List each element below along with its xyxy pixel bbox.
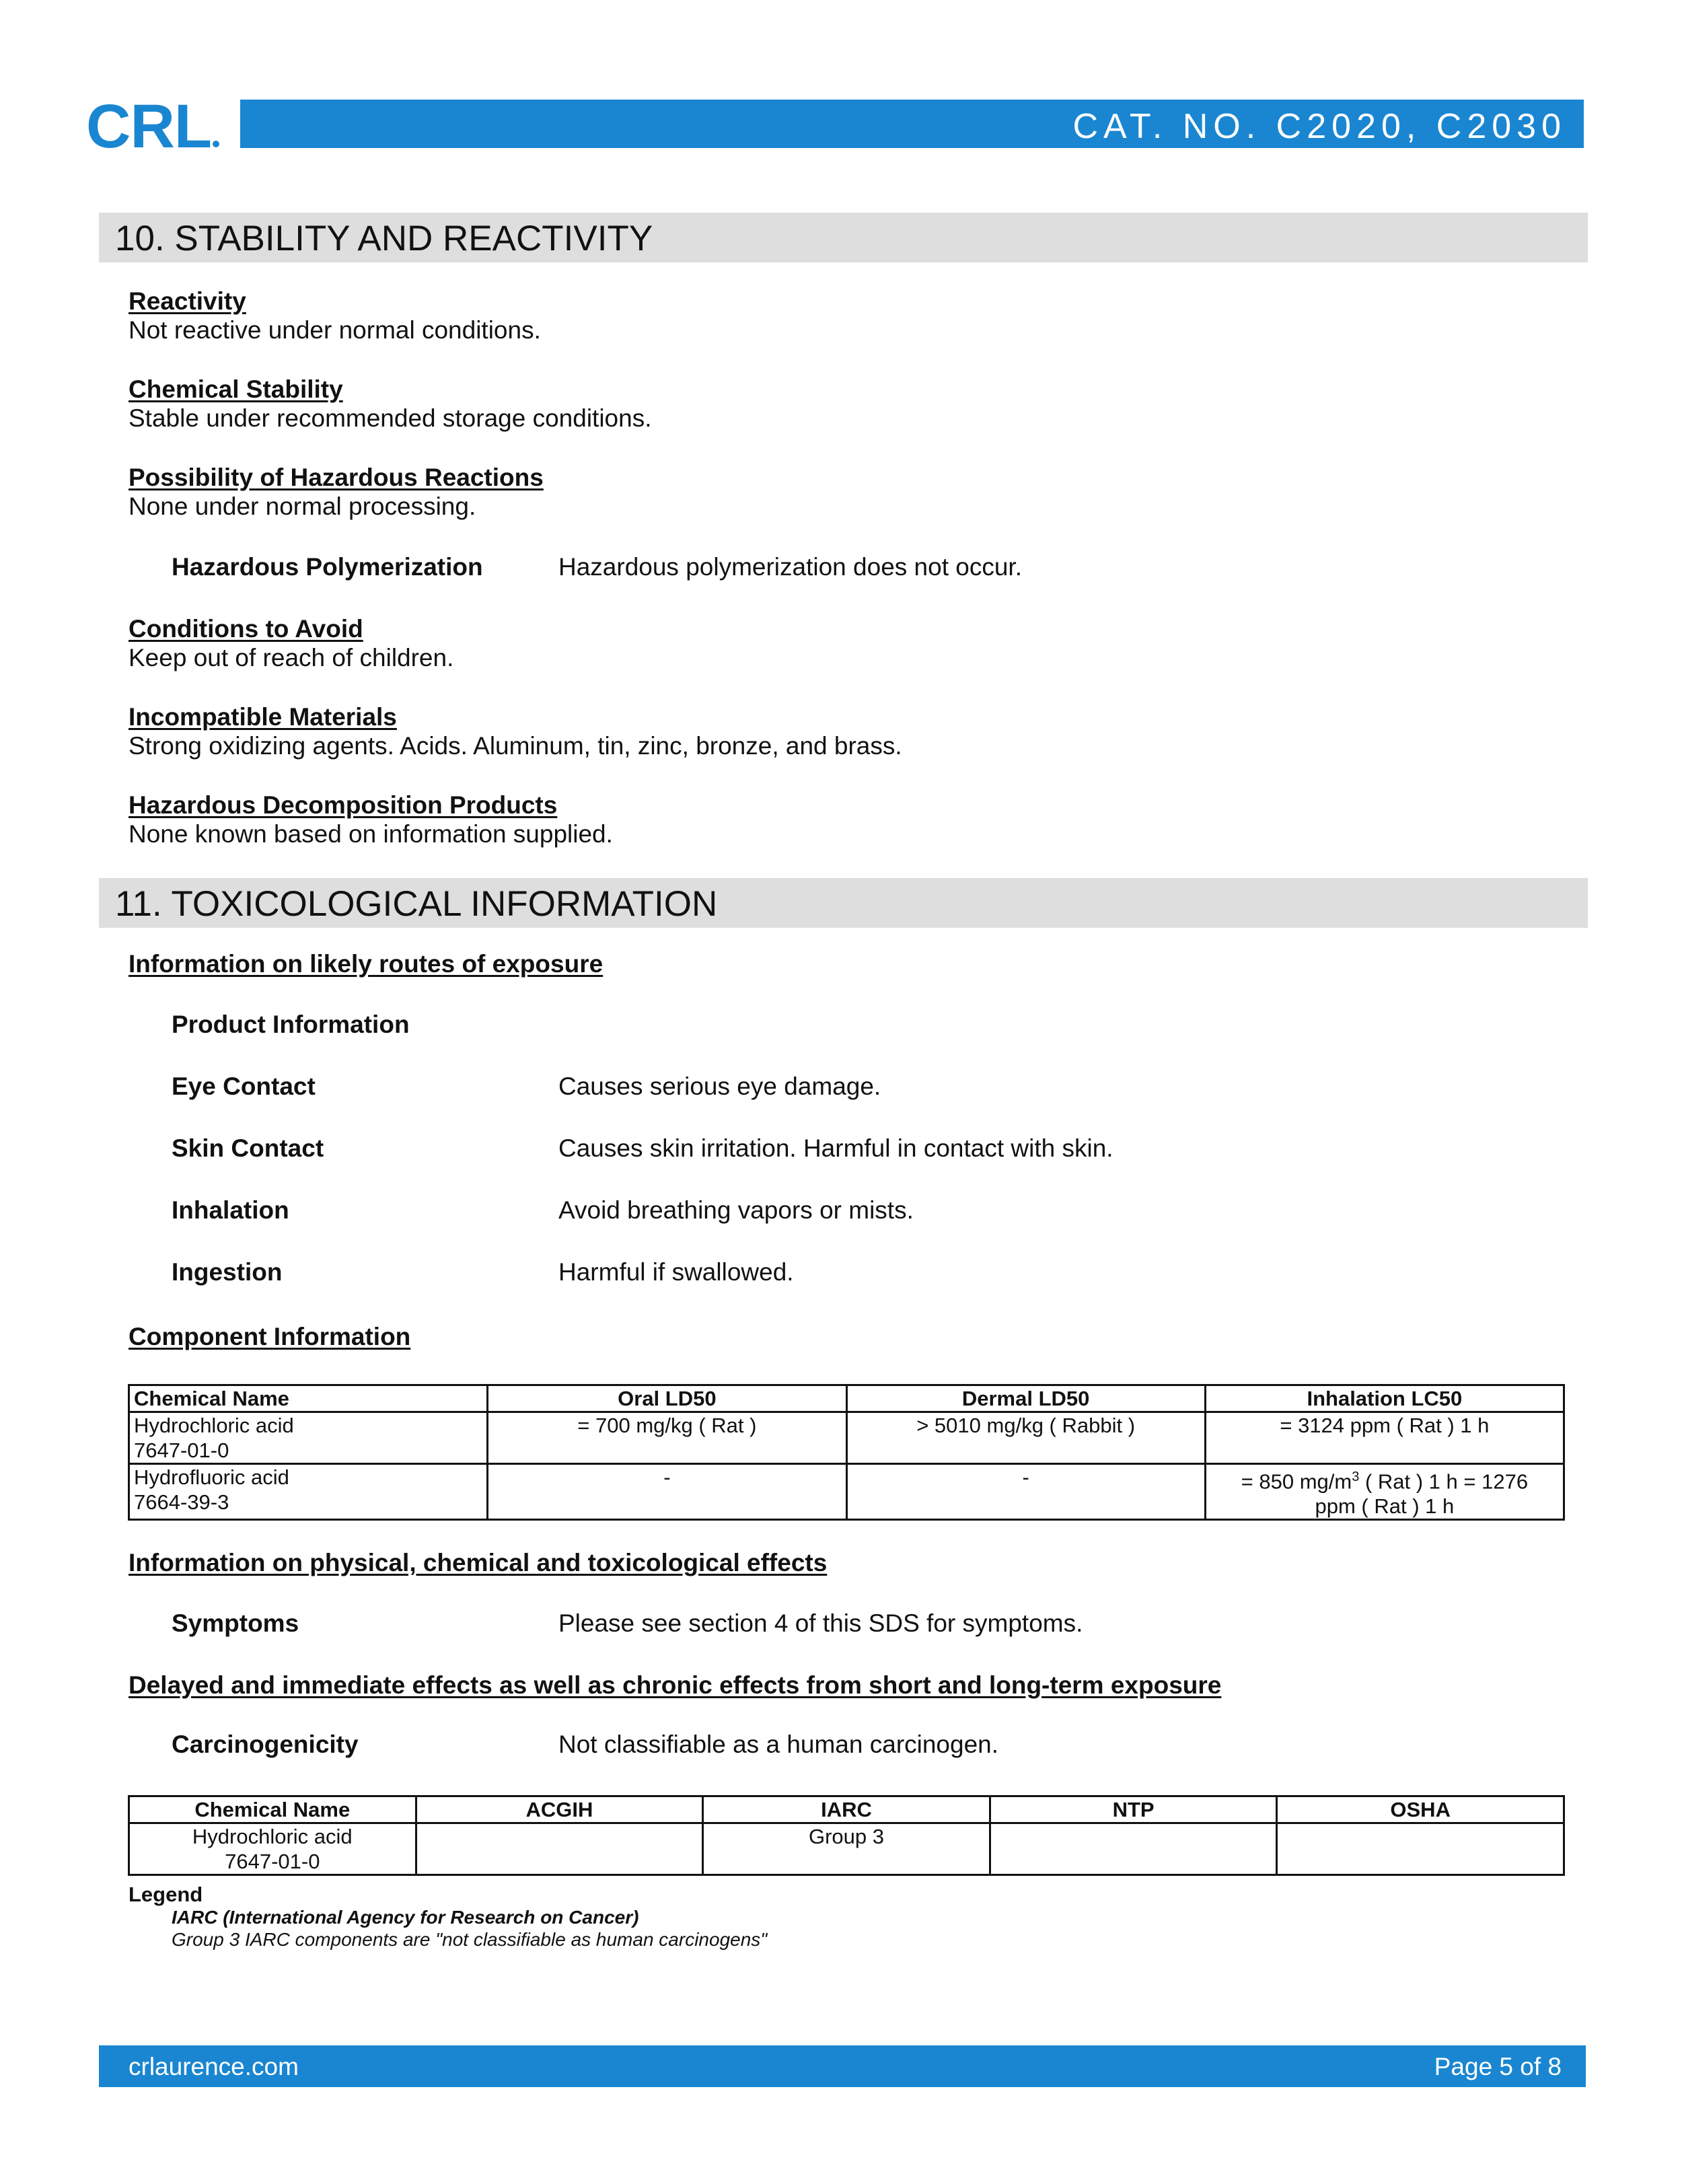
table-row	[129, 1823, 1564, 1875]
route-label: Ingestion	[172, 1258, 283, 1286]
table-header: Oral LD50	[488, 1385, 846, 1412]
dermal-ld50-cell: -	[846, 1464, 1205, 1520]
table-row	[129, 1464, 1564, 1520]
osha-cell	[1277, 1823, 1564, 1875]
section-10-title: 10. STABILITY AND REACTIVITY	[115, 219, 653, 258]
legend-title: Legend	[129, 1883, 203, 1906]
section-11-title: 11. TOXICOLOGICAL INFORMATION	[115, 884, 718, 924]
chemical-stability-text: Stable under recommended storage conditions.	[129, 404, 652, 432]
conditions-to-avoid-text: Keep out of reach of children.	[129, 644, 454, 671]
footer-bar	[99, 2045, 1586, 2087]
legend-line-1: IARC (International Agency for Research on Cancer)	[172, 1907, 639, 1928]
decomposition-products-text: None known based on information supplied.	[129, 820, 613, 848]
table-header-row	[129, 1385, 1564, 1412]
table-header: OSHA	[1277, 1796, 1564, 1823]
component-info-heading: Component Information	[129, 1323, 411, 1350]
carcinogenicity-table	[128, 1795, 1565, 1876]
routes-heading: Information on likely routes of exposure	[129, 950, 604, 978]
table-header: Inhalation LC50	[1205, 1385, 1564, 1412]
table-header-row	[129, 1796, 1564, 1823]
table-header: Chemical Name	[129, 1385, 488, 1412]
legend-line-2: Group 3 IARC components are "not classifiable as human carcinogens"	[172, 1929, 768, 1950]
symptoms-value: Please see section 4 of this SDS for symptoms.	[558, 1609, 1083, 1637]
chemical-name-cell	[129, 1823, 416, 1875]
delayed-effects-heading: Delayed and immediate effects as well as chronic effects from short and long-term exposure	[129, 1671, 1222, 1699]
table-header: Dermal LD50	[846, 1385, 1205, 1412]
reactivity-heading: Reactivity	[129, 287, 246, 315]
dermal-ld50-cell: > 5010 mg/kg ( Rabbit )	[846, 1412, 1205, 1464]
route-label: Eye Contact	[172, 1072, 316, 1100]
footer-website[interactable]: crlaurence.com	[129, 2053, 299, 2080]
chemical-name: Hydrochloric acid	[192, 1825, 353, 1848]
cas-number: 7647-01-0	[225, 1850, 320, 1873]
page-number: Page 5 of 8	[1434, 2053, 1562, 2080]
decomposition-products-heading: Hazardous Decomposition Products	[129, 791, 558, 819]
incompatible-materials-heading: Incompatible Materials	[129, 703, 397, 731]
table-header: NTP	[990, 1796, 1277, 1823]
table-row	[129, 1412, 1564, 1464]
oral-ld50-cell: = 700 mg/kg ( Rat )	[488, 1412, 846, 1464]
ntp-cell	[990, 1823, 1277, 1875]
header-bar	[240, 100, 1584, 148]
hazardous-reactions-heading: Possibility of Hazardous Reactions	[129, 464, 544, 491]
catalog-number: CAT. NO. C2020, C2030	[1072, 107, 1566, 146]
route-value: Causes skin irritation. Harmful in contact with skin.	[558, 1134, 1113, 1162]
chemical-name-cell	[129, 1464, 488, 1520]
chemical-name: Hydrochloric acid	[134, 1414, 294, 1437]
iarc-cell: Group 3	[703, 1823, 990, 1875]
section-11-header	[99, 878, 1588, 928]
route-value: Avoid breathing vapors or mists.	[558, 1196, 914, 1224]
hazardous-reactions-text: None under normal processing.	[129, 493, 476, 520]
polymerization-value: Hazardous polymerization does not occur.	[558, 553, 1022, 581]
oral-ld50-cell: -	[488, 1464, 846, 1520]
section-10-header	[99, 213, 1588, 262]
carcinogenicity-value: Not classifiable as a human carcinogen.	[558, 1731, 999, 1758]
acgih-cell	[416, 1823, 703, 1875]
inhalation-lc50-cell: = 3124 ppm ( Rat ) 1 h	[1205, 1412, 1564, 1464]
cas-number: 7664-39-3	[134, 1490, 229, 1514]
incompatible-materials-text: Strong oxidizing agents. Acids. Aluminum, tin, zinc, bronze, and brass.	[129, 732, 902, 760]
table-header: IARC	[703, 1796, 990, 1823]
symptoms-label: Symptoms	[172, 1609, 299, 1637]
polymerization-label: Hazardous Polymerization	[172, 553, 483, 581]
route-value: Causes serious eye damage.	[558, 1072, 881, 1100]
crl-logo: CRL	[86, 96, 219, 157]
reactivity-text: Not reactive under normal conditions.	[129, 316, 541, 344]
route-value: Harmful if swallowed.	[558, 1258, 794, 1286]
carcinogenicity-label: Carcinogenicity	[172, 1731, 359, 1758]
logo-dot-icon	[213, 141, 219, 147]
chemical-name-cell	[129, 1412, 488, 1464]
product-information-label: Product Information	[172, 1011, 410, 1038]
chemical-stability-heading: Chemical Stability	[129, 375, 343, 403]
chemical-name: Hydrofluoric acid	[134, 1465, 289, 1489]
table-header: Chemical Name	[129, 1796, 416, 1823]
table-header: ACGIH	[416, 1796, 703, 1823]
cas-number: 7647-01-0	[134, 1439, 229, 1462]
inhalation-lc50-cell: = 850 $mg/m^3$ ( Rat ) 1 h = 1276 ppm ( Rat ) 1 h	[1205, 1464, 1564, 1520]
route-label: Inhalation	[172, 1196, 289, 1224]
component-table	[128, 1384, 1565, 1521]
route-label: Skin Contact	[172, 1134, 324, 1162]
effects-heading: Information on physical, chemical and toxicological effects	[129, 1549, 828, 1576]
conditions-to-avoid-heading: Conditions to Avoid	[129, 615, 363, 643]
